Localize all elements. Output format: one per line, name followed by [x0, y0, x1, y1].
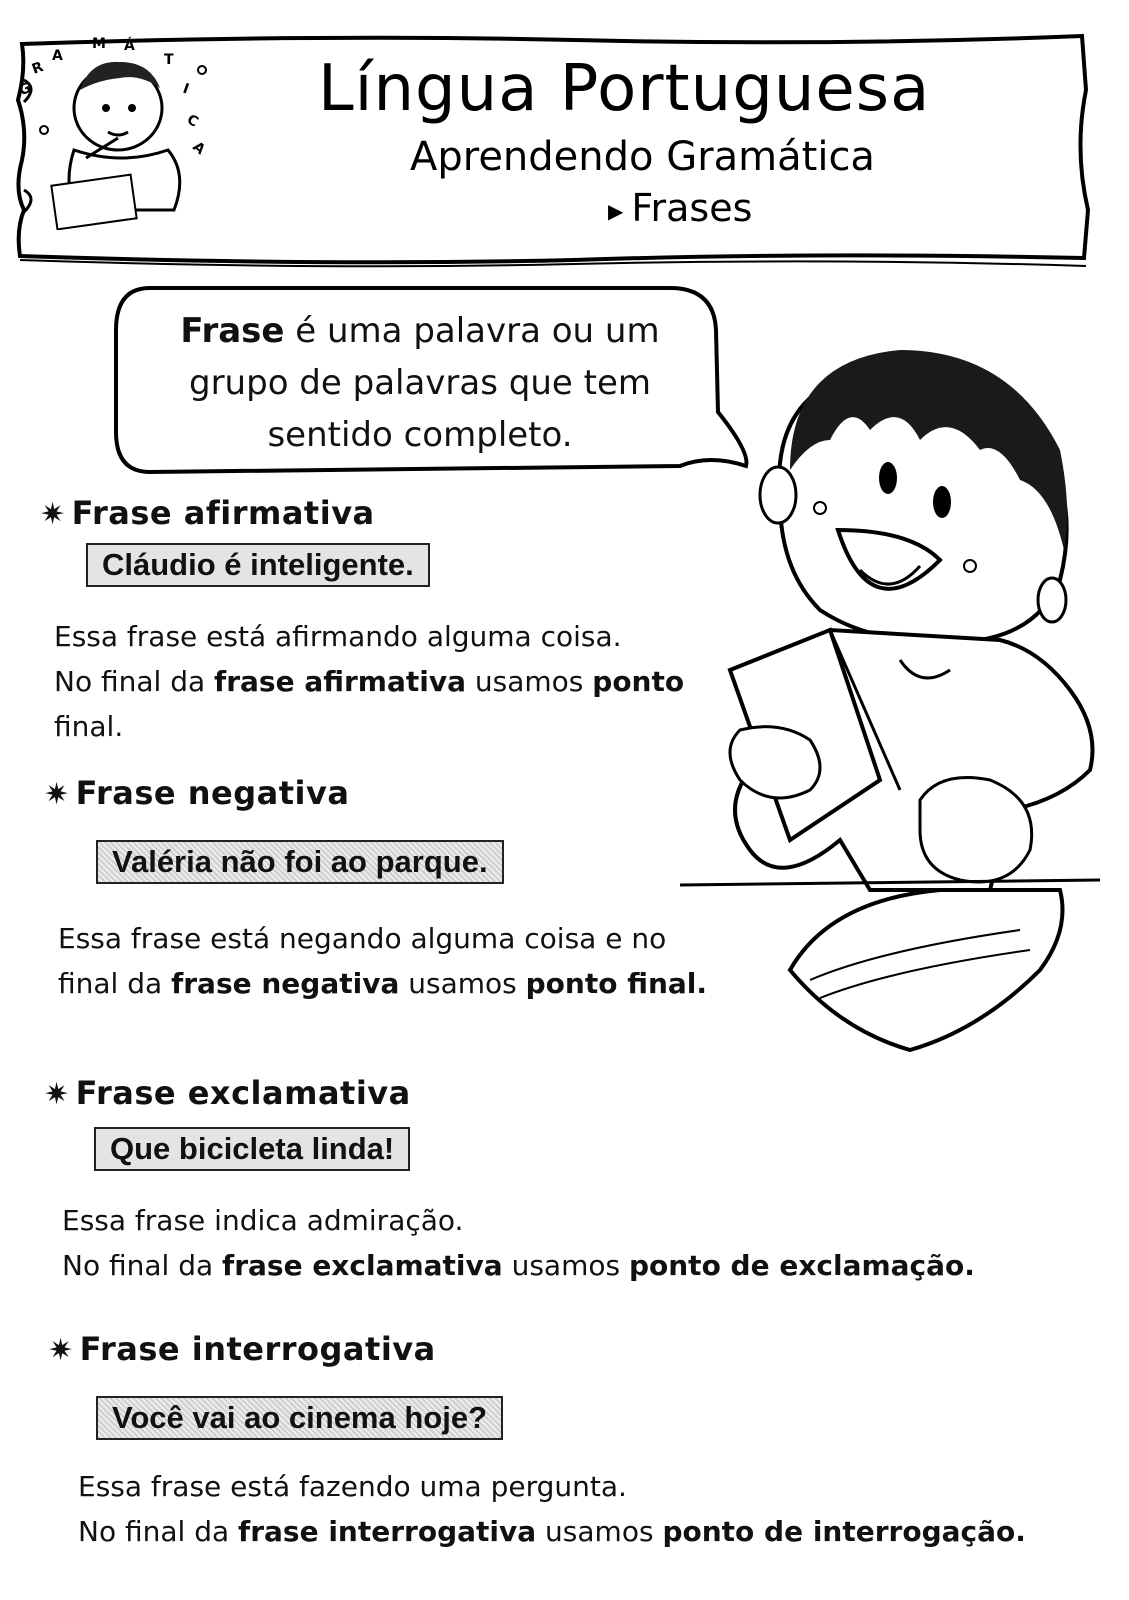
topic-label	[608, 186, 752, 230]
svg-text:A: A	[189, 138, 209, 159]
svg-text:A: A	[52, 48, 63, 64]
description-afirmativa: Essa frase está afirmando alguma coisa. No final da frase afirmativa usamos ponto final.	[54, 620, 685, 743]
section-heading-afirmativa: ✷ Frase afirmativa	[40, 494, 375, 532]
asterisk-star-icon: ✷	[44, 1077, 70, 1112]
section-heading-negativa: ✷ Frase negativa	[44, 774, 350, 812]
asterisk-star-icon: ✷	[48, 1333, 74, 1368]
section-heading-interrogativa: ✷ Frase interrogativa	[48, 1330, 436, 1368]
topic-text: Frases	[631, 186, 753, 230]
svg-text:C: C	[184, 111, 201, 131]
example-box-interrogativa: Você vai ao cinema hoje?	[96, 1396, 503, 1440]
section-heading-exclamativa: ✷ Frase exclamativa	[44, 1074, 411, 1112]
description-interrogativa: Essa frase está fazendo uma pergunta. No final da frase interrogativa usamos ponto de interrogação.	[78, 1470, 1026, 1548]
boy-reading-illustration	[680, 330, 1100, 1060]
definition-line-2: grupo de palavras que tem	[189, 363, 651, 403]
description-negativa: Essa frase está negando alguma coisa e no final da frase negativa usamos ponto final.	[58, 922, 708, 1000]
svg-text:Á: Á	[124, 38, 135, 54]
page-subtitle: Aprendendo Gramática	[410, 134, 875, 180]
svg-text:T: T	[164, 52, 174, 68]
grammar-mascot-icon	[14, 30, 224, 230]
example-box-negativa: Valéria não foi ao parque.	[96, 840, 504, 884]
svg-text:I: I	[180, 80, 192, 98]
definition-line-3: sentido completo.	[267, 415, 573, 455]
example-box-afirmativa: Cláudio é inteligente.	[86, 543, 430, 587]
definition-term: Frase	[180, 311, 285, 351]
svg-text:R: R	[29, 59, 46, 78]
svg-text:M: M	[92, 36, 106, 52]
svg-text:G: G	[16, 79, 34, 100]
asterisk-star-icon: ✷	[44, 777, 70, 812]
asterisk-star-icon: ✷	[40, 497, 66, 532]
triangle-right-icon: ▶	[608, 198, 624, 223]
description-exclamativa: Essa frase indica admiração. No final da frase exclamativa usamos ponto de exclamação.	[62, 1204, 975, 1282]
header-banner	[14, 30, 1096, 270]
definition-line-1: Frase é uma palavra ou um	[180, 311, 660, 351]
page-title: Língua Portuguesa	[318, 52, 931, 126]
definition-text	[150, 305, 690, 461]
example-box-exclamativa: Que bicicleta linda!	[94, 1127, 410, 1171]
